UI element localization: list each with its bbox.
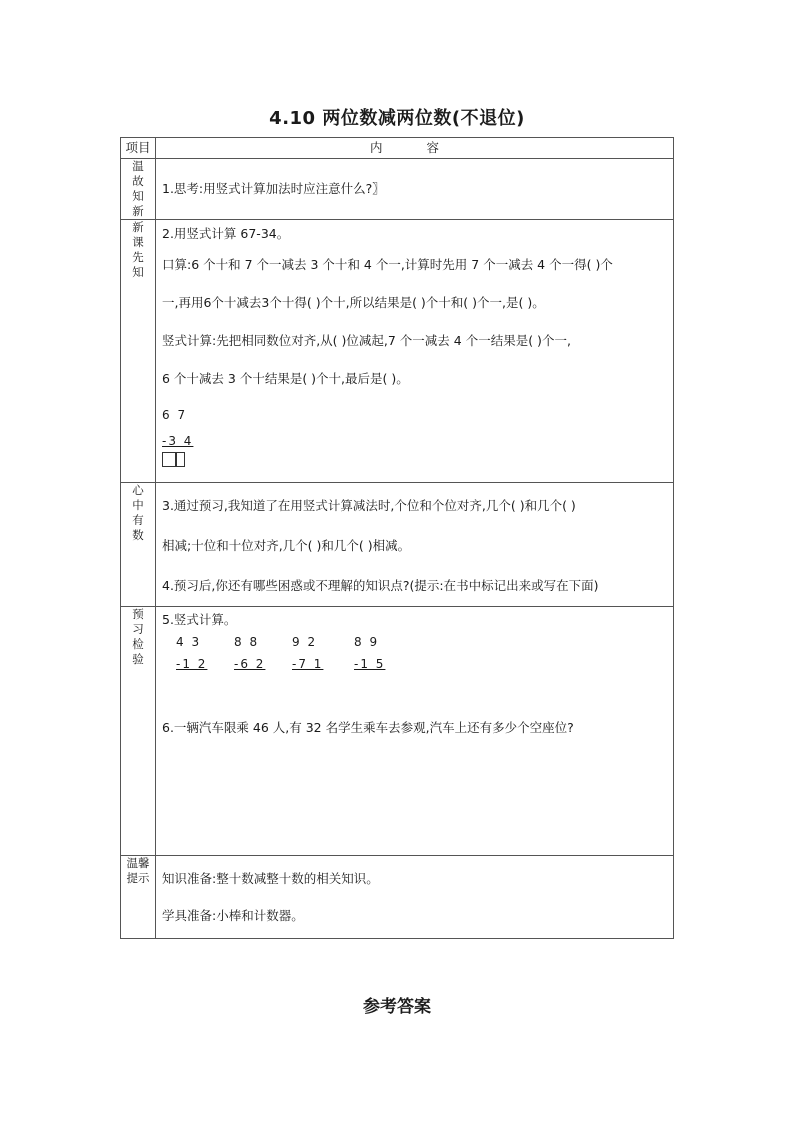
page-title: 4.10 两位数减两位数(不退位) [269,108,525,129]
preview-table [120,137,674,939]
mind-label: 心中有数 [132,483,144,542]
mind-row [121,483,674,607]
problem-4-top: 8 9 [354,635,380,649]
problem-2-bottom: -6 2 [234,657,266,671]
problem-4-bottom: -1 5 [354,657,386,671]
problem-1-bottom: -1 2 [176,657,208,671]
q5-problems-bottom [162,653,667,675]
tip-tools: 学具准备:小棒和计数器。 [162,908,304,923]
header-content: 内 容 [156,138,674,159]
review-row [121,159,674,220]
newlesson-row [121,220,674,483]
answer-box-tens[interactable] [162,452,176,467]
vertical-line-2: 6 个十减去 3 个十结果是( )个十,最后是( )。 [162,371,409,386]
check-label: 预习检验 [132,607,144,666]
problem-3-top: 9 2 [292,635,318,649]
answer-box-ones[interactable] [176,452,185,467]
check-row [121,607,674,856]
problem-1-top: 4 3 [176,635,202,649]
q4-question: 4.预习后,你还有哪些困惑或不理解的知识点?(提示:在书中标记出来或写在下面) [162,578,599,593]
q6-question: 6.一辆汽车限乘 46 人,有 32 名学生乘车去参观,汽车上还有多少个空座位? [162,720,574,735]
tips-row [121,856,674,939]
oral-line-1: 口算:6 个十和 7 个一减去 3 个十和 4 个一,计算时先用 7 个一减去 4 个一得( )个 [162,257,613,272]
q3-line-1: 3.通过预习,我知道了在用竖式计算减法时,个位和个位对齐,几个( )和几个( ) [162,498,576,513]
minuend: 6 7 [162,408,188,422]
q2-title: 2.用竖式计算 67-34。 [162,226,290,241]
problem-2-top: 8 8 [234,635,260,649]
tips-label: 温馨提示 [126,856,150,885]
oral-line-2: 一,再用6个十减去3个十得( )个十,所以结果是( )个十和( )个一,是( )。 [162,295,545,310]
q5-title: 5.竖式计算。 [162,612,237,627]
subtrahend: -3 4 [162,434,194,448]
answer-heading: 参考答案 [363,997,431,1017]
vertical-line-1: 竖式计算:先把相同数位对齐,从( )位减起,7 个一减去 4 个一结果是( )个一, [162,333,571,348]
newlesson-label: 新课先知 [132,220,144,279]
header-item: 项目 [121,138,156,159]
answer-boxes [162,452,667,467]
review-question: 1.思考:用竖式计算加法时应注意什么?〗 [162,181,385,196]
q3-line-2: 相减;十位和十位对齐,几个( )和几个( )相减。 [162,538,411,553]
table-header-row [121,138,674,159]
problem-3-bottom: -7 1 [292,657,324,671]
q5-problems-top [162,631,667,653]
review-label: 温故知新 [132,159,144,218]
tip-knowledge: 知识准备:整十数减整十数的相关知识。 [162,871,379,886]
